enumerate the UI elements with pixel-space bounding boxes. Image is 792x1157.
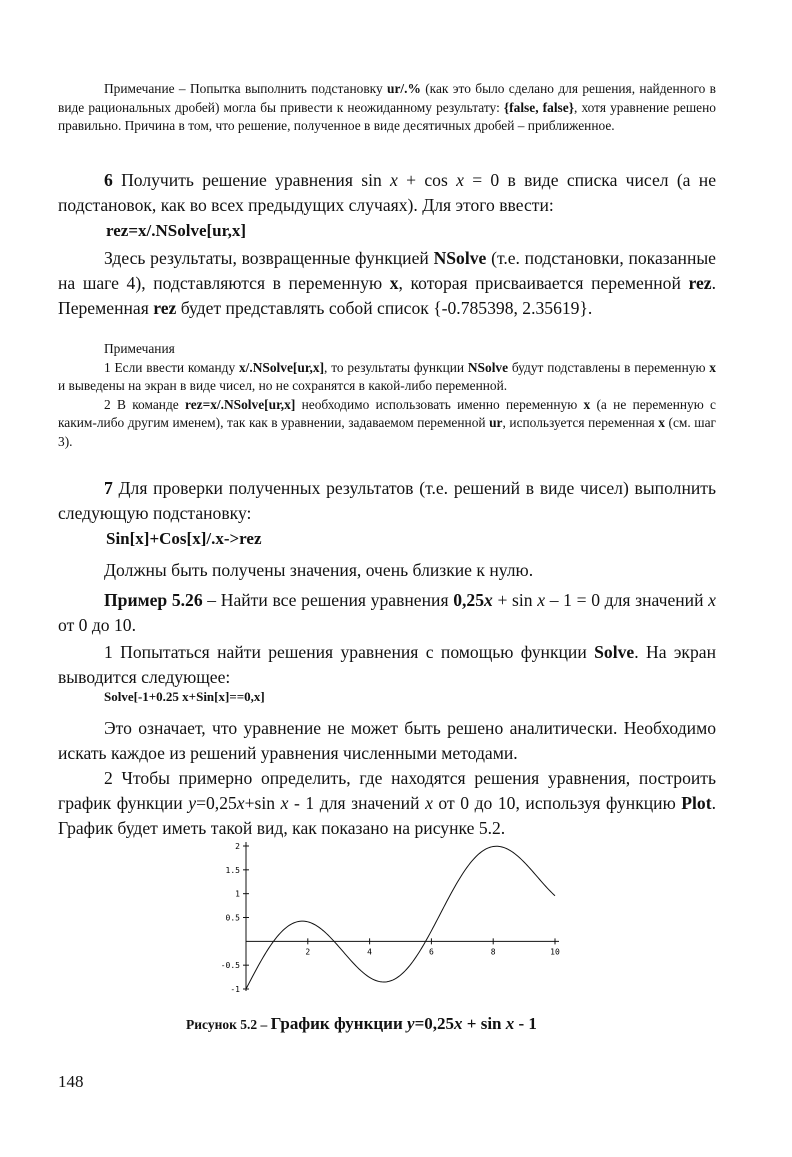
figure-caption <box>186 1014 537 1034</box>
example-eq: 0,25 <box>453 590 484 610</box>
note-1-mid: (как это было сделано для решения, найденного в виде рациональных дробей) могла бы привести к неожиданному результату: <box>58 81 717 115</box>
plot-axes <box>246 842 559 991</box>
plot-ticks <box>221 842 560 994</box>
y-tick-label: 0.5 <box>225 913 240 923</box>
plot-svg <box>200 832 580 1002</box>
notes-2-n2-d: , используется переменная <box>502 415 659 430</box>
step-2-x3: x <box>425 793 433 813</box>
note-1-code-false: {false, false} <box>503 99 574 115</box>
step-1 <box>58 640 716 690</box>
caption-x2: x <box>505 1014 515 1033</box>
step-2-text-b: от 0 до 10, используя функцию <box>432 793 682 813</box>
step-6-x2: x <box>456 170 464 190</box>
caption-prefix: Рисунок 5.2 – <box>186 1017 271 1032</box>
example-text-c: – 1 = 0 для значений <box>545 590 709 610</box>
step-2-x1: x <box>236 793 245 813</box>
step-1-text-b: . На экран выводится следующее: <box>58 642 716 687</box>
step-7-number: 7 <box>104 478 113 498</box>
notes-2-n2-code: rez=x/.NSolve[ur,x] <box>185 396 296 412</box>
para-zero-text: Должны быть получены значения, очень близкие к нулю. <box>104 560 534 580</box>
x-tick-label: 2 <box>305 947 311 957</box>
step-6-x: x <box>390 170 398 190</box>
step-2 <box>58 766 716 841</box>
notes-2-n1-c: будут подставлены в переменную <box>508 359 710 375</box>
caption-main-b: =0,25 <box>414 1014 455 1033</box>
code-solve-line <box>58 688 716 707</box>
para-rez-a: Здесь результаты, возвращенные функцией <box>104 248 434 268</box>
example-text-d: от 0 до 10. <box>58 615 136 635</box>
step-2-eq: =0,25 <box>196 793 237 813</box>
step-2-minus: - 1 для значений <box>288 793 426 813</box>
x-tick-label: 4 <box>367 947 373 957</box>
example-text-b: + sin <box>492 590 538 610</box>
step-6-text-c: = 0 в виде списка чисел (а не подстановок, как во всех предыдущих случаях). Для этого ввести: <box>58 170 716 215</box>
x-tick-label: 6 <box>428 947 434 957</box>
y-tick-label: -1 <box>230 985 240 994</box>
caption-main-c: + sin <box>462 1014 506 1033</box>
notes-2-n1-a: 1 Если ввести команду <box>104 359 239 375</box>
example-x3: x <box>708 590 716 610</box>
caption-main-a: График функции <box>270 1014 408 1033</box>
notes-2-n1-d: и выведены на экран в виде чисел, но не сохранятся в какой-либо переменной. <box>58 378 508 393</box>
notes-2-n2-b: необходимо использовать именно переменную <box>295 396 584 412</box>
para-rez <box>58 246 716 321</box>
notes-2-n2-e: (см. шаг 3). <box>58 415 716 449</box>
para-rez-nsolve: NSolve <box>433 248 487 268</box>
notes-2-n2-x: x <box>583 396 591 412</box>
example-x1: x <box>484 590 493 610</box>
code-check-line <box>58 526 716 551</box>
example-5-26 <box>58 588 716 638</box>
step-2-text-c: . График будет иметь такой вид, как показано на рисунке 5.2. <box>58 793 716 838</box>
notes-2-n2-a: 2 В команде <box>104 396 186 412</box>
para-rez-rez1: rez <box>688 273 712 293</box>
notes-2-n1-x: x <box>709 359 716 375</box>
example-label: Пример 5.26 <box>104 590 203 610</box>
y-tick-label: 2 <box>235 842 240 851</box>
para-rez-c: , которая присваивается переменной <box>398 273 689 293</box>
y-tick-label: 1.5 <box>225 865 240 875</box>
step-2-y: y <box>188 793 197 813</box>
note-1 <box>58 80 716 136</box>
step-2-text-a: 2 Чтобы примерно определить, где находятся решения уравнения, построить график функции <box>58 768 716 813</box>
step-6 <box>58 168 716 218</box>
y-tick-label: 1 <box>235 889 240 899</box>
notes-2 <box>58 340 716 451</box>
para-analytic-text: Это означает, что уравнение не может быть решено аналитически. Необходимо искать каждое из решений уравнения численными методами. <box>58 718 716 763</box>
notes-2-n2-x2: x <box>658 415 665 430</box>
example-text-a: – Найти все решения уравнения <box>202 590 454 610</box>
page-number: 148 <box>58 1072 84 1091</box>
caption-y: y <box>407 1014 415 1033</box>
para-zero <box>58 558 716 583</box>
code-rez: rez=x/.NSolve[ur,x] <box>106 221 247 240</box>
para-rez-x: x <box>389 273 399 293</box>
example-x2: x <box>537 590 546 610</box>
note-1-code: ur/.% <box>387 81 421 96</box>
notes-2-title: Примечания <box>104 341 175 356</box>
notes-2-n1-nsolve: NSolve <box>467 359 509 375</box>
step-6-text-b: + cos <box>397 170 457 190</box>
para-rez-b: (т.е. подстановки, показанные на шаге 4), подставляются в переменную <box>58 248 716 293</box>
step-1-text-a: 1 Попытаться найти решения уравнения с помощью функции <box>104 642 595 662</box>
step-7-text: Для проверки полученных результатов (т.е. решений в виде чисел) выполнить следующую подстановку: <box>58 478 716 523</box>
para-rez-e: будет представлять собой список {-0.785398, 2.35619}. <box>176 298 593 318</box>
caption-main-d: - 1 <box>514 1014 537 1033</box>
para-rez-d: . Переменная <box>58 273 716 318</box>
code-check: Sin[x]+Cos[x]/.x->rez <box>106 529 262 548</box>
para-analytic <box>58 716 716 766</box>
y-tick-label: -0.5 <box>220 961 240 971</box>
notes-2-n2-c: (а не переменную с каким-либо другим именем), так как в уравнении, задаваемом переменной <box>58 396 716 430</box>
note-1-prefix: Примечание – Попытка выполнить подстановку <box>104 81 388 96</box>
figure-5-2-chart <box>200 832 580 1002</box>
x-tick-label: 8 <box>490 947 496 957</box>
notes-2-n1-b: , то результаты функции <box>324 359 468 375</box>
step-1-solve: Solve <box>594 642 635 662</box>
x-tick-label: 10 <box>550 947 560 957</box>
step-2-plot: Plot <box>681 793 712 813</box>
step-2-x2: x <box>280 793 289 813</box>
step-6-number: 6 <box>104 170 113 190</box>
code-rez-line <box>58 218 716 243</box>
para-rez-rez2: rez <box>153 298 177 318</box>
step-7 <box>58 476 716 526</box>
code-solve: Solve[-1+0.25 x+Sin[x]==0,x] <box>104 689 265 704</box>
notes-2-n1-code: x/.NSolve[ur,x] <box>238 359 325 375</box>
step-6-text-a: Получить решение уравнения sin <box>112 170 391 190</box>
notes-2-n2-ur: ur <box>489 415 503 430</box>
caption-x1: x <box>454 1014 463 1033</box>
function-curve <box>246 846 555 989</box>
step-2-sin: +sin <box>244 793 281 813</box>
note-1-suffix: , хотя уравнение решено правильно. Причина в том, что решение, полученное в виде десятичных дробей – приближенное. <box>58 99 716 133</box>
